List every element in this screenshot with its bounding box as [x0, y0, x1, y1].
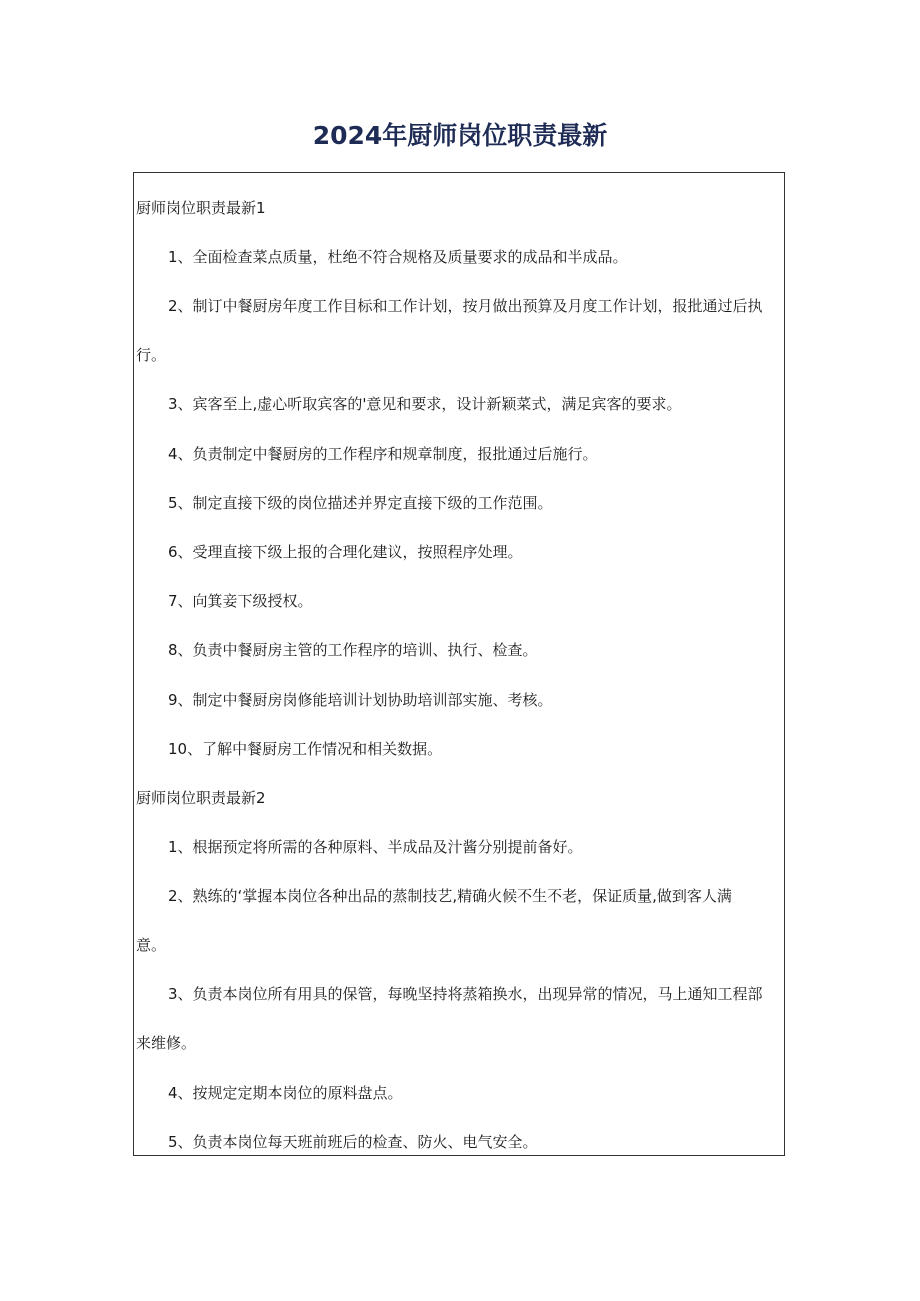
list-item: 2、制订中餐厨房年度工作目标和工作计划，按月做出预算及月度工作计划，报批通过后执 — [168, 297, 763, 315]
list-item: 10、了解中餐厨房工作情况和相关数据。 — [168, 740, 443, 758]
list-item: 1、根据预定将所需的各种原料、半成品及汁酱分别提前备好。 — [168, 838, 583, 856]
list-item: 9、制定中餐厨房岗修能培训计划协助培训部实施、考核。 — [168, 691, 553, 709]
page-title: 2024年厨师岗位职责最新 — [312, 121, 608, 150]
section-heading-1: 厨师岗位职责最新1 — [136, 199, 266, 217]
list-item-continuation: 意。 — [136, 936, 167, 954]
list-item: 8、负责中餐厨房主管的工作程序的培训、执行、检查。 — [168, 641, 538, 659]
list-item: 5、负责本岗位每天班前班后的检查、防火、电气安全。 — [168, 1133, 538, 1151]
list-item: 3、宾客至上,虚心听取宾客的'意见和要求，设计新颖菜式，满足宾客的要求。 — [168, 395, 682, 413]
section-heading-2: 厨师岗位职责最新2 — [136, 789, 266, 807]
list-item-continuation: 行。 — [136, 346, 167, 364]
list-item: 6、受理直接下级上报的合理化建议，按照程序处理。 — [168, 543, 523, 561]
list-item: 5、制定直接下级的岗位描述并界定直接下级的工作范围。 — [168, 494, 553, 512]
list-item: 3、负责本岗位所有用具的保管，每晚坚持将蒸箱换水，出现异常的情况，马上通知工程部 — [168, 985, 763, 1003]
list-item: 7、向箕妾下级授权。 — [168, 592, 313, 610]
list-item: 1、全面检查菜点质量，杜绝不符合规格及质量要求的成品和半成品。 — [168, 248, 628, 266]
list-item-continuation: 来维修。 — [136, 1034, 197, 1052]
content-box — [133, 172, 785, 1156]
list-item: 4、负责制定中餐厨房的工作程序和规章制度，报批通过后施行。 — [168, 445, 598, 463]
list-item: 2、熟练的‘掌握本岗位各种出品的蒸制技艺,精确火候不生不老，保证质量,做到客人满 — [168, 887, 732, 905]
list-item: 4、按规定定期本岗位的原料盘点。 — [168, 1084, 403, 1102]
